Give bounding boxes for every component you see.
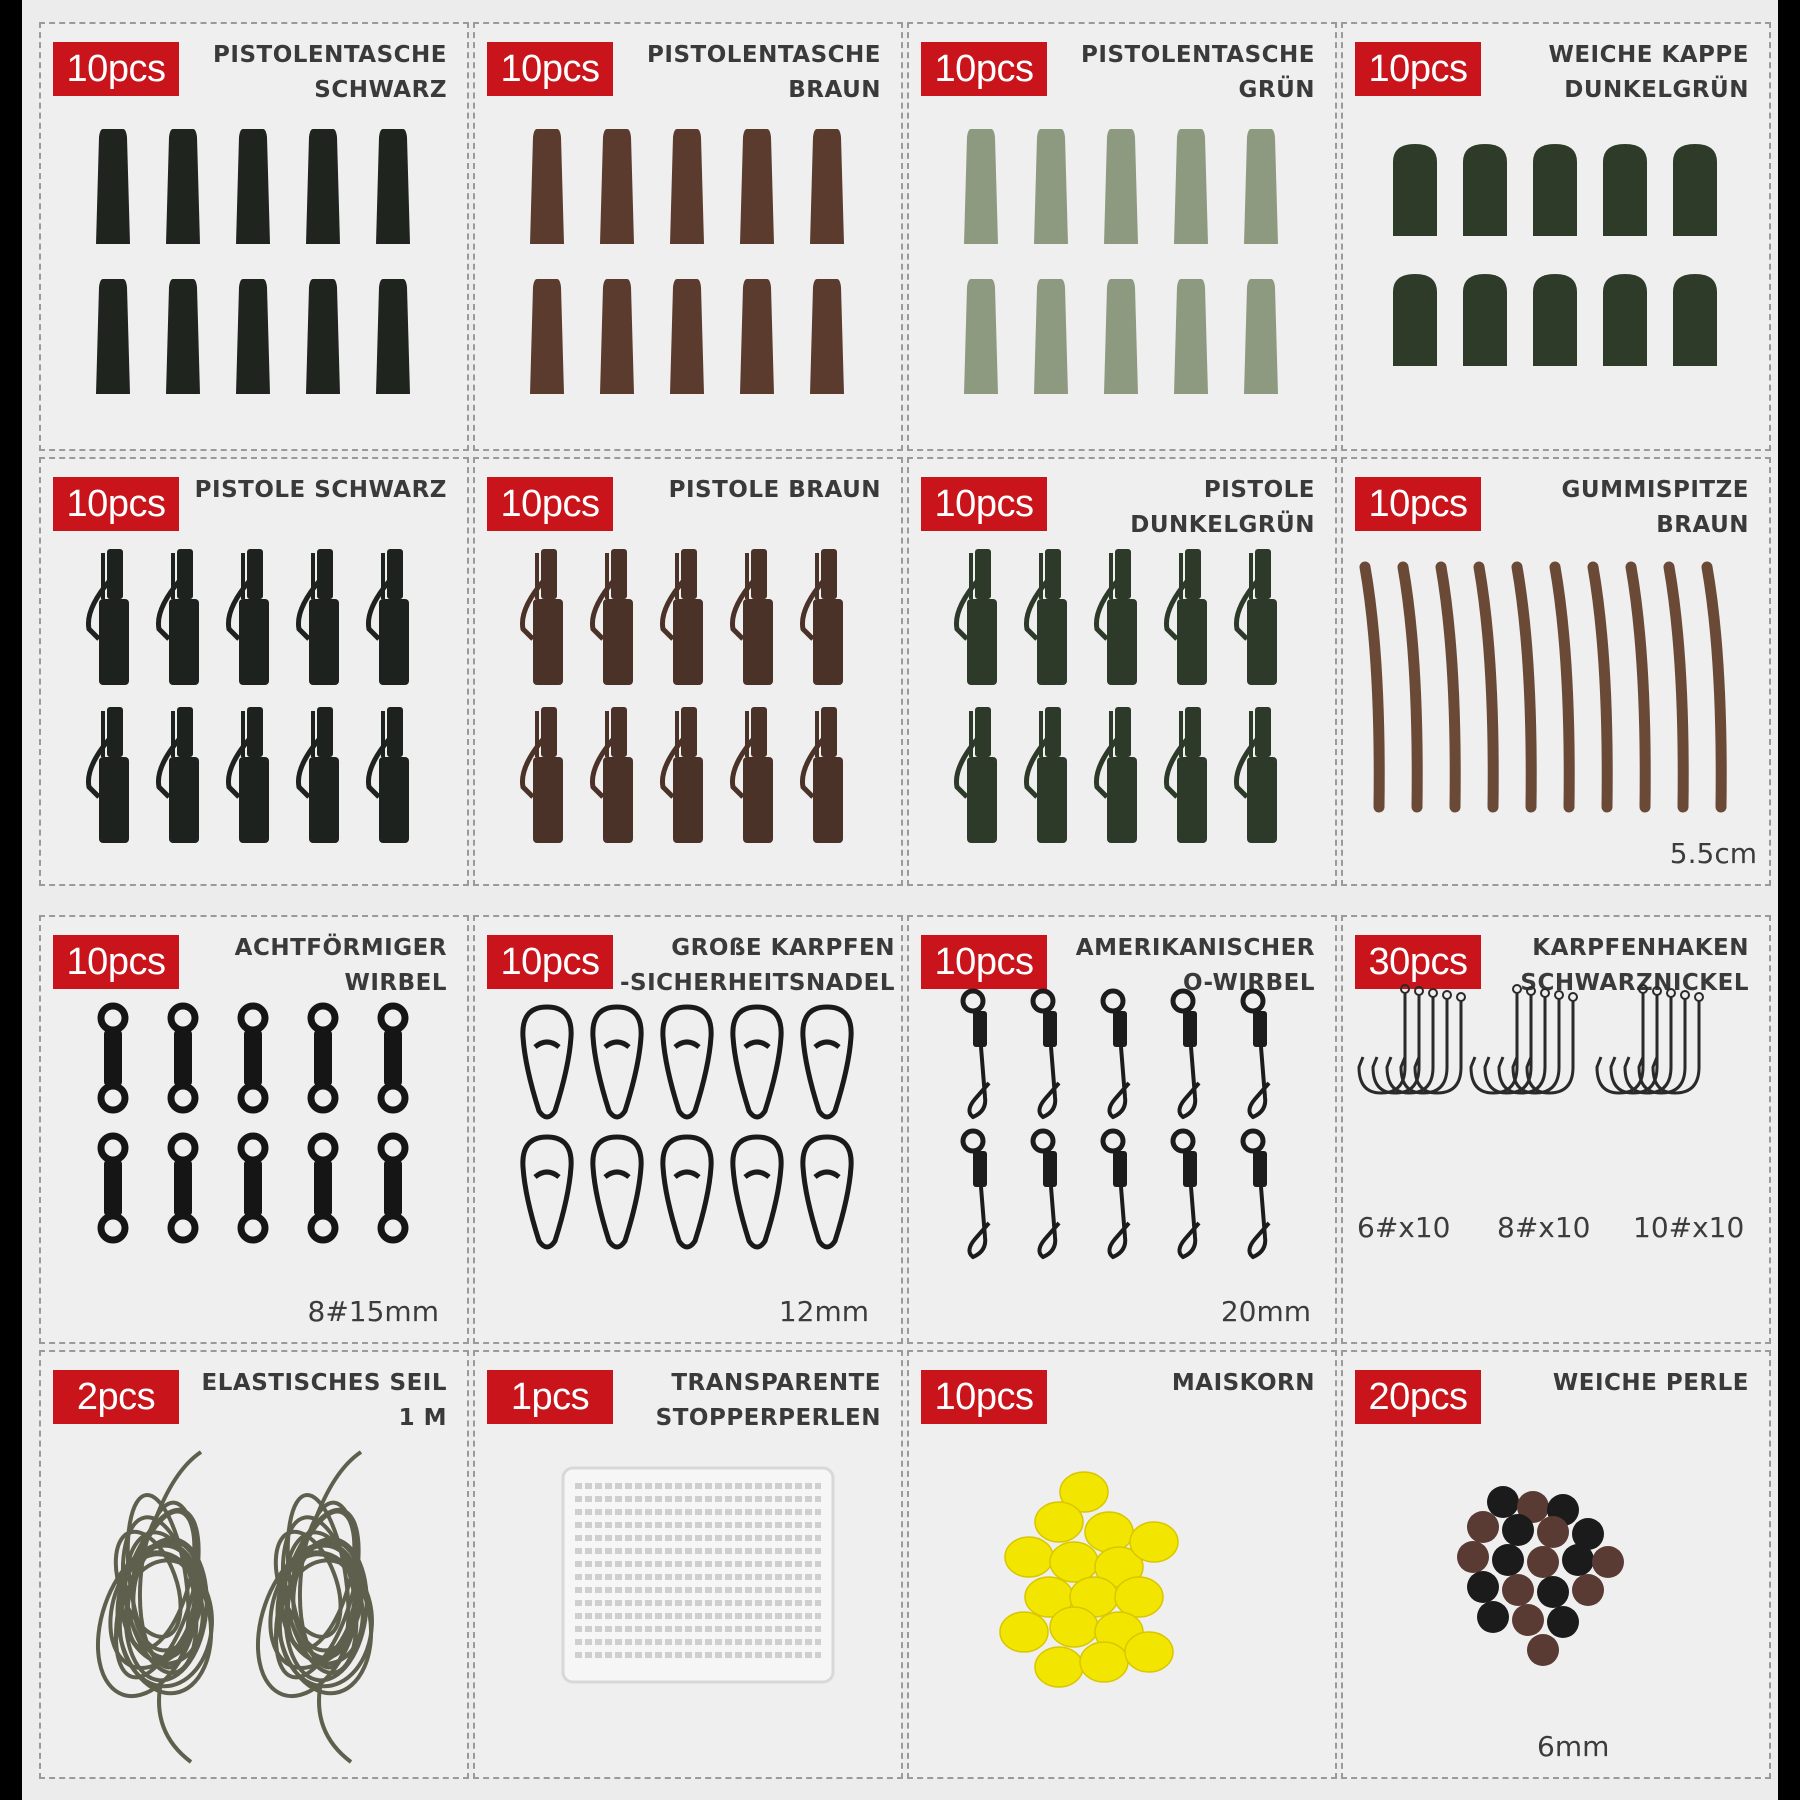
soft-cap [1673, 274, 1717, 366]
tail-rubber [964, 279, 998, 394]
lead-clip [1026, 549, 1067, 685]
tail-rubber [740, 129, 774, 244]
item-title: AMERIKANISCHER O-WIRBEL [1075, 935, 1315, 996]
item-title: PISTOLE DUNKELGRÜN [1130, 477, 1315, 538]
count-badge: 10pcs [487, 42, 613, 96]
count-badge: 10pcs [921, 477, 1047, 531]
count-badge: 20pcs [1355, 1370, 1481, 1424]
quick-change-swivel [1103, 1131, 1129, 1257]
corn-kernel [1035, 1647, 1083, 1687]
count-badge: 1pcs [487, 1370, 613, 1424]
swivel [381, 1136, 405, 1240]
tail-rubber [96, 279, 130, 394]
tail-rubber [600, 129, 634, 244]
corn-kernel [1050, 1542, 1098, 1582]
quick-change-swivel [1033, 991, 1059, 1117]
cell-anti-tangle-sleeve [1341, 457, 1771, 886]
hook [1653, 1001, 1699, 1093]
soft-cap [1603, 144, 1647, 236]
tail-rubber [1174, 129, 1208, 244]
stopper-beads-icon [475, 1352, 905, 1781]
item-title: GUMMISPITZE BRAUN [1561, 477, 1749, 538]
lead-clip [802, 707, 843, 843]
cell-soft-cap [1341, 22, 1771, 451]
count-badge: 10pcs [53, 42, 179, 96]
item-title: GROßE KARPFEN -SICHERHEITSNADEL [620, 935, 895, 996]
stopper-beads-strip [563, 1468, 833, 1682]
cell-lead-clip-green [907, 457, 1337, 886]
lead-clip [1166, 707, 1207, 843]
tail-rubber [670, 279, 704, 394]
size-label: 8#15mm [307, 1295, 439, 1328]
elastic-rope [79, 1452, 221, 1762]
corn-kernel [1080, 1642, 1128, 1682]
lead-clip-icon [475, 459, 905, 888]
tail-rubber [236, 129, 270, 244]
count-badge: 10pcs [53, 935, 179, 989]
lead-clip [522, 549, 563, 685]
anti-tangle-sleeve [1593, 567, 1607, 807]
snap-link [803, 1007, 851, 1117]
quick-change-swivel [1173, 1131, 1199, 1257]
cell-lead-clip-brown [473, 457, 903, 886]
count-badge: 10pcs [921, 1370, 1047, 1424]
lead-clip [298, 549, 339, 685]
cell-soft-beads [1341, 1350, 1771, 1779]
anti-tangle-sleeve-icon [1343, 459, 1773, 888]
swivel [381, 1006, 405, 1110]
soft-bead [1572, 1574, 1604, 1606]
tail-rubber [306, 129, 340, 244]
corn-kernel [1050, 1607, 1098, 1647]
lead-clip [956, 549, 997, 685]
tail-rubber [236, 279, 270, 394]
tail-rubber [740, 279, 774, 394]
cell-swivel [39, 915, 469, 1344]
item-title: KARPFENHAKEN SCHWARZNICKEL [1520, 935, 1749, 996]
corn-kernel [1085, 1512, 1133, 1552]
tail-rubber [530, 279, 564, 394]
soft-bead [1492, 1544, 1524, 1576]
corn-kernel [1000, 1612, 1048, 1652]
lead-clip [368, 549, 409, 685]
item-title: WEICHE PERLE [1552, 1370, 1749, 1396]
soft-bead [1502, 1514, 1534, 1546]
hook-size-label: 10#x10 [1633, 1211, 1745, 1244]
tail-rubber-icon [909, 24, 1339, 453]
tail-rubber [166, 129, 200, 244]
lead-clip [1026, 707, 1067, 843]
swivel-icon [41, 917, 471, 1346]
lead-clip [732, 707, 773, 843]
lead-clip [88, 549, 129, 685]
anti-tangle-sleeve [1479, 567, 1493, 807]
cell-snap-link [473, 915, 903, 1344]
hook-icon [1343, 917, 1773, 1346]
tail-rubber [530, 129, 564, 244]
lead-clip [368, 707, 409, 843]
soft-bead [1512, 1604, 1544, 1636]
snap-link [523, 1137, 571, 1247]
count-badge: 10pcs [921, 935, 1047, 989]
tail-rubber-icon [41, 24, 471, 453]
corn-kernel [1125, 1632, 1173, 1672]
tail-rubber [1104, 129, 1138, 244]
soft-bead-icon [1343, 1352, 1773, 1781]
lead-clip [522, 707, 563, 843]
quick-change-swivel [1173, 991, 1199, 1117]
swivel [171, 1006, 195, 1110]
lead-clip [732, 549, 773, 685]
anti-tangle-sleeve [1365, 567, 1379, 807]
lead-clip [228, 707, 269, 843]
hook-size-label: 8#x10 [1497, 1211, 1591, 1244]
cell-quick-change-swivel [907, 915, 1337, 1344]
soft-bead [1537, 1516, 1569, 1548]
quick-change-swivel [1033, 1131, 1059, 1257]
soft-cap [1393, 274, 1437, 366]
hook [1373, 995, 1419, 1093]
quick-change-swivel-icon [909, 917, 1339, 1346]
lead-clip [956, 707, 997, 843]
tail-rubber [810, 279, 844, 394]
quick-change-swivel [1103, 991, 1129, 1117]
count-badge: 30pcs [1355, 935, 1481, 989]
count-badge: 10pcs [53, 477, 179, 531]
quick-change-swivel [963, 1131, 989, 1257]
tail-rubber [96, 129, 130, 244]
corn-kernel [1035, 1502, 1083, 1542]
soft-bead [1527, 1546, 1559, 1578]
tail-rubber [1034, 279, 1068, 394]
count-badge: 10pcs [487, 935, 613, 989]
soft-cap-icon [1343, 24, 1773, 453]
lead-clip [228, 549, 269, 685]
lead-clip [1096, 707, 1137, 843]
snap-link-icon [475, 917, 905, 1346]
soft-cap [1533, 274, 1577, 366]
lead-clip [592, 707, 633, 843]
fake-corn-icon [909, 1352, 1339, 1781]
tail-rubber-icon [475, 24, 905, 453]
snap-link [523, 1007, 571, 1117]
swivel [311, 1006, 335, 1110]
product-sheet [22, 0, 1778, 1800]
anti-tangle-sleeve [1403, 567, 1417, 807]
anti-tangle-sleeve [1707, 567, 1721, 807]
anti-tangle-sleeve [1631, 567, 1645, 807]
tail-rubber [964, 129, 998, 244]
lead-clip [158, 707, 199, 843]
lead-clip [1096, 549, 1137, 685]
snap-link [733, 1137, 781, 1247]
tail-rubber [670, 129, 704, 244]
lead-clip [802, 549, 843, 685]
item-title: TRANSPARENTE STOPPERPERLEN [655, 1370, 881, 1431]
swivel [311, 1136, 335, 1240]
tail-rubber [166, 279, 200, 394]
snap-link [733, 1007, 781, 1117]
lead-clip [1236, 549, 1277, 685]
soft-bead [1457, 1541, 1489, 1573]
soft-bead [1487, 1486, 1519, 1518]
tail-rubber [376, 279, 410, 394]
tail-rubber [1104, 279, 1138, 394]
tail-rubber [600, 279, 634, 394]
swivel [241, 1136, 265, 1240]
lead-clip-icon [909, 459, 1339, 888]
lead-clip [158, 549, 199, 685]
lead-clip [298, 707, 339, 843]
cell-tail-rubber-black [39, 22, 469, 451]
lead-clip [662, 549, 703, 685]
soft-bead [1527, 1634, 1559, 1666]
item-title: PISTOLENTASCHE SCHWARZ [213, 42, 447, 103]
snap-link [593, 1007, 641, 1117]
count-badge: 2pcs [53, 1370, 179, 1424]
tail-rubber [376, 129, 410, 244]
soft-cap [1393, 144, 1437, 236]
swivel [101, 1006, 125, 1110]
hook [1359, 993, 1405, 1093]
lead-clip [1166, 549, 1207, 685]
cell-tail-rubber-brown [473, 22, 903, 451]
anti-tangle-sleeve [1669, 567, 1683, 807]
hook [1415, 1001, 1461, 1093]
anti-tangle-sleeve [1441, 567, 1455, 807]
corn-kernel [1115, 1577, 1163, 1617]
hook [1485, 995, 1531, 1093]
lead-clip [662, 707, 703, 843]
hook [1639, 999, 1685, 1093]
corn-kernel [1130, 1522, 1178, 1562]
cell-fake-corn [907, 1350, 1337, 1779]
cell-elastic-rope [39, 1350, 469, 1779]
count-badge: 10pcs [1355, 477, 1481, 531]
snap-link [803, 1137, 851, 1247]
cell-lead-clip-black [39, 457, 469, 886]
quick-change-swivel [963, 991, 989, 1117]
item-title: PISTOLENTASCHE BRAUN [647, 42, 881, 103]
soft-cap [1673, 144, 1717, 236]
hook [1401, 999, 1447, 1093]
soft-bead [1502, 1574, 1534, 1606]
hook-size-label: 6#x10 [1357, 1211, 1451, 1244]
soft-bead [1592, 1546, 1624, 1578]
item-title: PISTOLE SCHWARZ [194, 477, 447, 503]
soft-cap [1603, 274, 1647, 366]
count-badge: 10pcs [487, 477, 613, 531]
snap-link [663, 1137, 711, 1247]
item-title: MAISKORN [1171, 1370, 1315, 1396]
elastic-rope-icon [41, 1352, 471, 1781]
soft-bead [1562, 1544, 1594, 1576]
item-title: ELASTISCHES SEIL 1 M [201, 1370, 447, 1431]
hook [1499, 997, 1545, 1093]
hook [1527, 1001, 1573, 1093]
cell-stopper-beads [473, 1350, 903, 1779]
count-badge: 10pcs [921, 42, 1047, 96]
lead-clip [1236, 707, 1277, 843]
hook [1471, 993, 1517, 1093]
size-label: 5.5cm [1669, 837, 1757, 870]
soft-bead [1547, 1606, 1579, 1638]
soft-cap [1463, 274, 1507, 366]
swivel [171, 1136, 195, 1240]
size-label: 20mm [1220, 1295, 1311, 1328]
elastic-rope [239, 1452, 381, 1762]
soft-bead [1467, 1511, 1499, 1543]
hook [1387, 997, 1433, 1093]
soft-bead [1477, 1601, 1509, 1633]
snap-link [593, 1137, 641, 1247]
size-label: 6mm [1537, 1730, 1610, 1763]
item-title: WEICHE KAPPE DUNKELGRÜN [1548, 42, 1749, 103]
tail-rubber [1244, 279, 1278, 394]
soft-bead [1467, 1571, 1499, 1603]
soft-cap [1463, 144, 1507, 236]
lead-clip [592, 549, 633, 685]
lead-clip [88, 707, 129, 843]
item-title: PISTOLE BRAUN [668, 477, 881, 503]
item-title: PISTOLENTASCHE GRÜN [1081, 42, 1315, 103]
lead-clip-icon [41, 459, 471, 888]
size-label: 12mm [778, 1295, 869, 1328]
tail-rubber [1174, 279, 1208, 394]
cell-tail-rubber-green [907, 22, 1337, 451]
tail-rubber [1244, 129, 1278, 244]
hook [1597, 993, 1643, 1093]
soft-cap [1533, 144, 1577, 236]
hook [1625, 997, 1671, 1093]
corn-kernel [1005, 1537, 1053, 1577]
anti-tangle-sleeve [1555, 567, 1569, 807]
hook [1513, 999, 1559, 1093]
tail-rubber [306, 279, 340, 394]
hook [1611, 995, 1657, 1093]
snap-link [663, 1007, 711, 1117]
quick-change-swivel [1243, 1131, 1269, 1257]
swivel [101, 1136, 125, 1240]
anti-tangle-sleeve [1517, 567, 1531, 807]
swivel [241, 1006, 265, 1110]
count-badge: 10pcs [1355, 42, 1481, 96]
quick-change-swivel [1243, 991, 1269, 1117]
cell-carp-hooks [1341, 915, 1771, 1344]
item-title: ACHTFÖRMIGER WIRBEL [234, 935, 447, 996]
soft-bead [1537, 1576, 1569, 1608]
tail-rubber [1034, 129, 1068, 244]
tail-rubber [810, 129, 844, 244]
